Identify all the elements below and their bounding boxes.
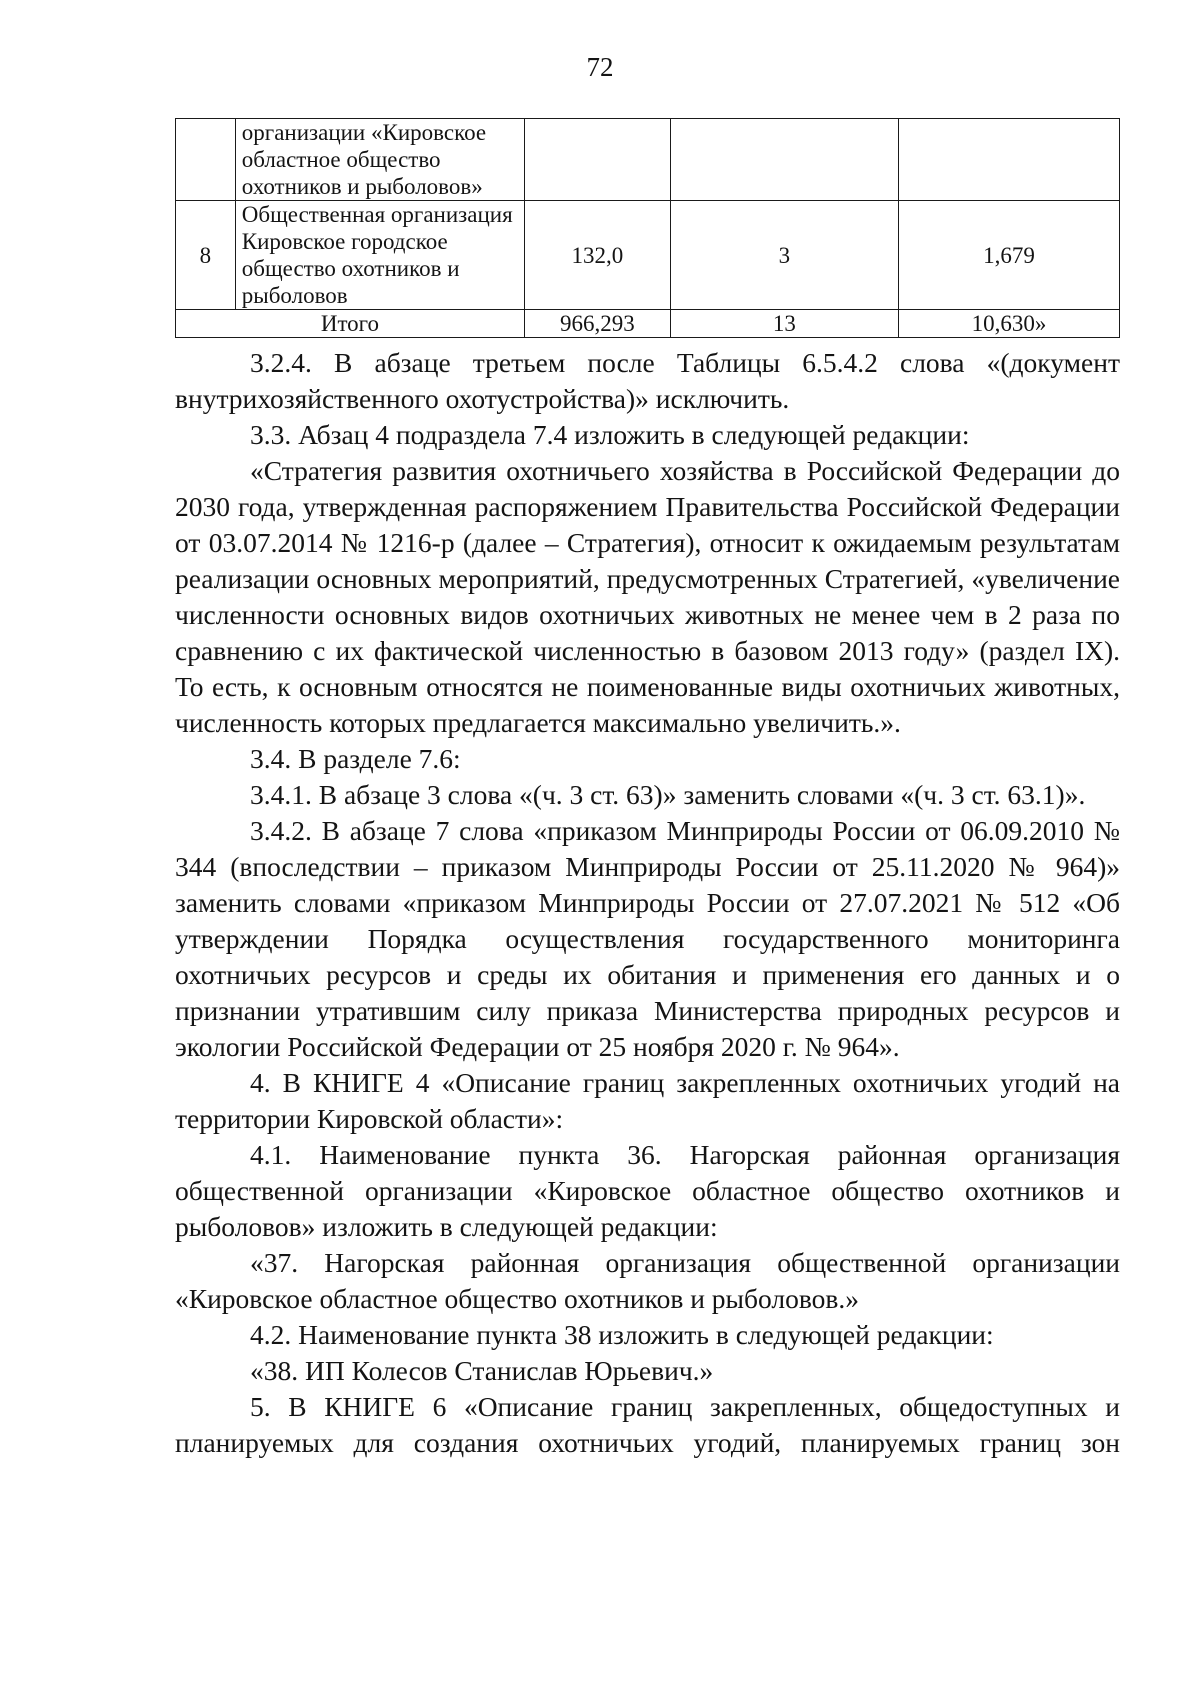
- hunting-grounds-table: [175, 118, 1120, 338]
- total-count-cell: 13: [670, 310, 898, 338]
- table-row: [176, 119, 1120, 201]
- paragraph-3-4-2: 3.4.2. В абзаце 7 слова «приказом Минприроды России от 06.09.2010 № 344 (впоследствии – приказом Минприроды России от 25.11.2020 № 964)» заменить словами «приказом Минприроды России от 27.07.2021 № 512 «Об утверждении Порядка осуществления государственного мониторинга охотничьих ресурсов и среды их обитания и применения его данных и о признании утратившим силу приказа Министерства природных ресурсов и экологии Российской Федерации от 25 ноября 2020 г. № 964».: [175, 815, 1120, 1062]
- table-row: [176, 201, 1120, 310]
- total-density-cell: 10,630»: [898, 310, 1119, 338]
- total-label-cell: Итого: [176, 310, 525, 338]
- document-body: [175, 345, 1120, 1461]
- paragraph-3-4-1: 3.4.1. В абзаце 3 слова «(ч. 3 ст. 63)» заменить словами «(ч. 3 ст. 63.1)».: [250, 779, 1086, 810]
- row-number-cell: 8: [176, 201, 236, 310]
- paragraph-3-2-4: 3.2.4. В абзаце третьем после Таблицы 6.5.4.2 слова «(документ внутрихозяйственного охотустройства)» исключить.: [175, 347, 1120, 414]
- paragraph-strategy-quote: «Стратегия развития охотничьего хозяйства в Российской Федерации до 2030 года, утвержденная распоряжением Правительства Российской Федерации от 03.07.2014 № 1216-р (далее – Стратегия), относит к ожидаемым результатам реализации основных мероприятий, предусмотренных Стратегией, «увеличение численности основных видов охотничьих животных не менее чем в 2 раза по сравнению с их фактической численностью в базовом 2013 году» (раздел IX). То есть, к основным относятся не поименованные виды охотничьих животных, численность которых предлагается максимально увеличить.».: [175, 455, 1120, 738]
- count-cell: [670, 119, 898, 201]
- paragraph-37-quote: «37. Нагорская районная организация общественной организации «Кировское областное общество охотников и рыболовов.»: [175, 1247, 1120, 1314]
- paragraph-4-2: 4.2. Наименование пункта 38 изложить в следующей редакции:: [250, 1319, 994, 1350]
- organization-name-cell: Общественная организация Кировское городское общество охотников и рыболовов: [235, 201, 524, 310]
- count-cell: 3: [670, 201, 898, 310]
- row-number-cell: [176, 119, 236, 201]
- paragraph-4: 4. В КНИГЕ 4 «Описание границ закрепленных охотничьих угодий на территории Кировской области»:: [175, 1067, 1120, 1134]
- paragraph-4-1: 4.1. Наименование пункта 36. Нагорская районная организация общественной организации «Кировское областное общество охотников и рыболовов» изложить в следующей редакции:: [175, 1139, 1120, 1242]
- density-cell: 1,679: [898, 201, 1119, 310]
- paragraph-3-3: 3.3. Абзац 4 подраздела 7.4 изложить в следующей редакции:: [250, 419, 970, 450]
- page-number: 72: [586, 52, 614, 82]
- area-cell: 132,0: [524, 201, 670, 310]
- paragraph-5: 5. В КНИГЕ 6 «Описание границ закрепленных, общедоступных и планируемых для создания охотничьих угодий, планируемых границ зон: [175, 1391, 1120, 1458]
- paragraph-3-4: 3.4. В разделе 7.6:: [250, 743, 461, 774]
- total-row: [176, 310, 1120, 338]
- density-cell: [898, 119, 1119, 201]
- paragraph-38-quote: «38. ИП Колесов Станислав Юрьевич.»: [250, 1355, 714, 1386]
- area-cell: [524, 119, 670, 201]
- organization-name-cell: организации «Кировское областное общество охотников и рыболовов»: [235, 119, 524, 201]
- total-area-cell: 966,293: [524, 310, 670, 338]
